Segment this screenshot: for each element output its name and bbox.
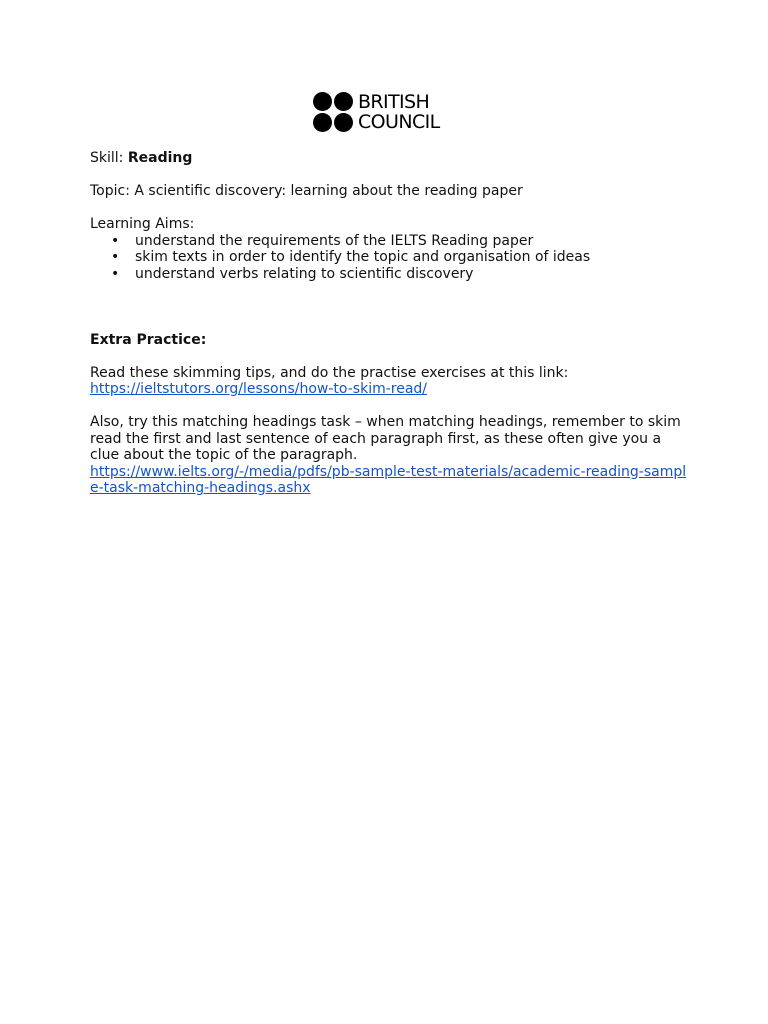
bullet-icon: • [111,265,120,282]
skim-read-link[interactable]: https://ieltstutors.org/lessons/how-to-skim-read/ [90,381,428,397]
logo-dots-icon [313,92,353,132]
logo-dot [313,113,332,132]
logo-dot [313,92,332,111]
list-item-text: understand the requirements of the IELTS Reading paper [135,232,534,249]
logo-wordmark [358,92,440,132]
extra-practice-paragraph-2: Also, try this matching headings task – when matching headings, remember to skim read the first and last sentence of each paragraph first, as these often give you a clue about the topic of the paragraph. [90,414,681,463]
bullet-icon: • [111,249,120,265]
document-body [90,150,690,497]
learning-aims-list [90,233,690,283]
matching-headings-link[interactable]: https://www.ielts.org/-/media/pdfs/pb-sample-test-materials/academic-reading-sample-task-matching-headings.ashx [90,463,687,496]
list-item [90,249,690,266]
logo-dot [334,113,353,132]
logo-line-1: BRITISH [358,91,430,113]
list-item [90,266,690,283]
skill-line [90,150,690,167]
logo-line-2: COUNCIL [358,111,440,133]
list-item-text: understand verbs relating to scientific discovery [135,265,474,282]
british-council-logo [313,92,440,132]
list-item [90,233,690,250]
logo-dot [334,92,353,111]
skill-value: Reading [127,150,193,166]
bullet-icon: • [111,232,120,249]
list-item-text: skim texts in order to identify the topic and organisation of ideas [135,249,591,265]
learning-aims-heading: Learning Aims: [90,216,195,232]
topic-line: Topic: A scientific discovery: learning about the reading paper [90,183,523,199]
extra-practice-paragraph-1: Read these skimming tips, and do the practise exercises at this link: [90,364,569,381]
skill-label: Skill: [90,150,128,166]
extra-practice-heading: Extra Practice: [90,331,207,348]
